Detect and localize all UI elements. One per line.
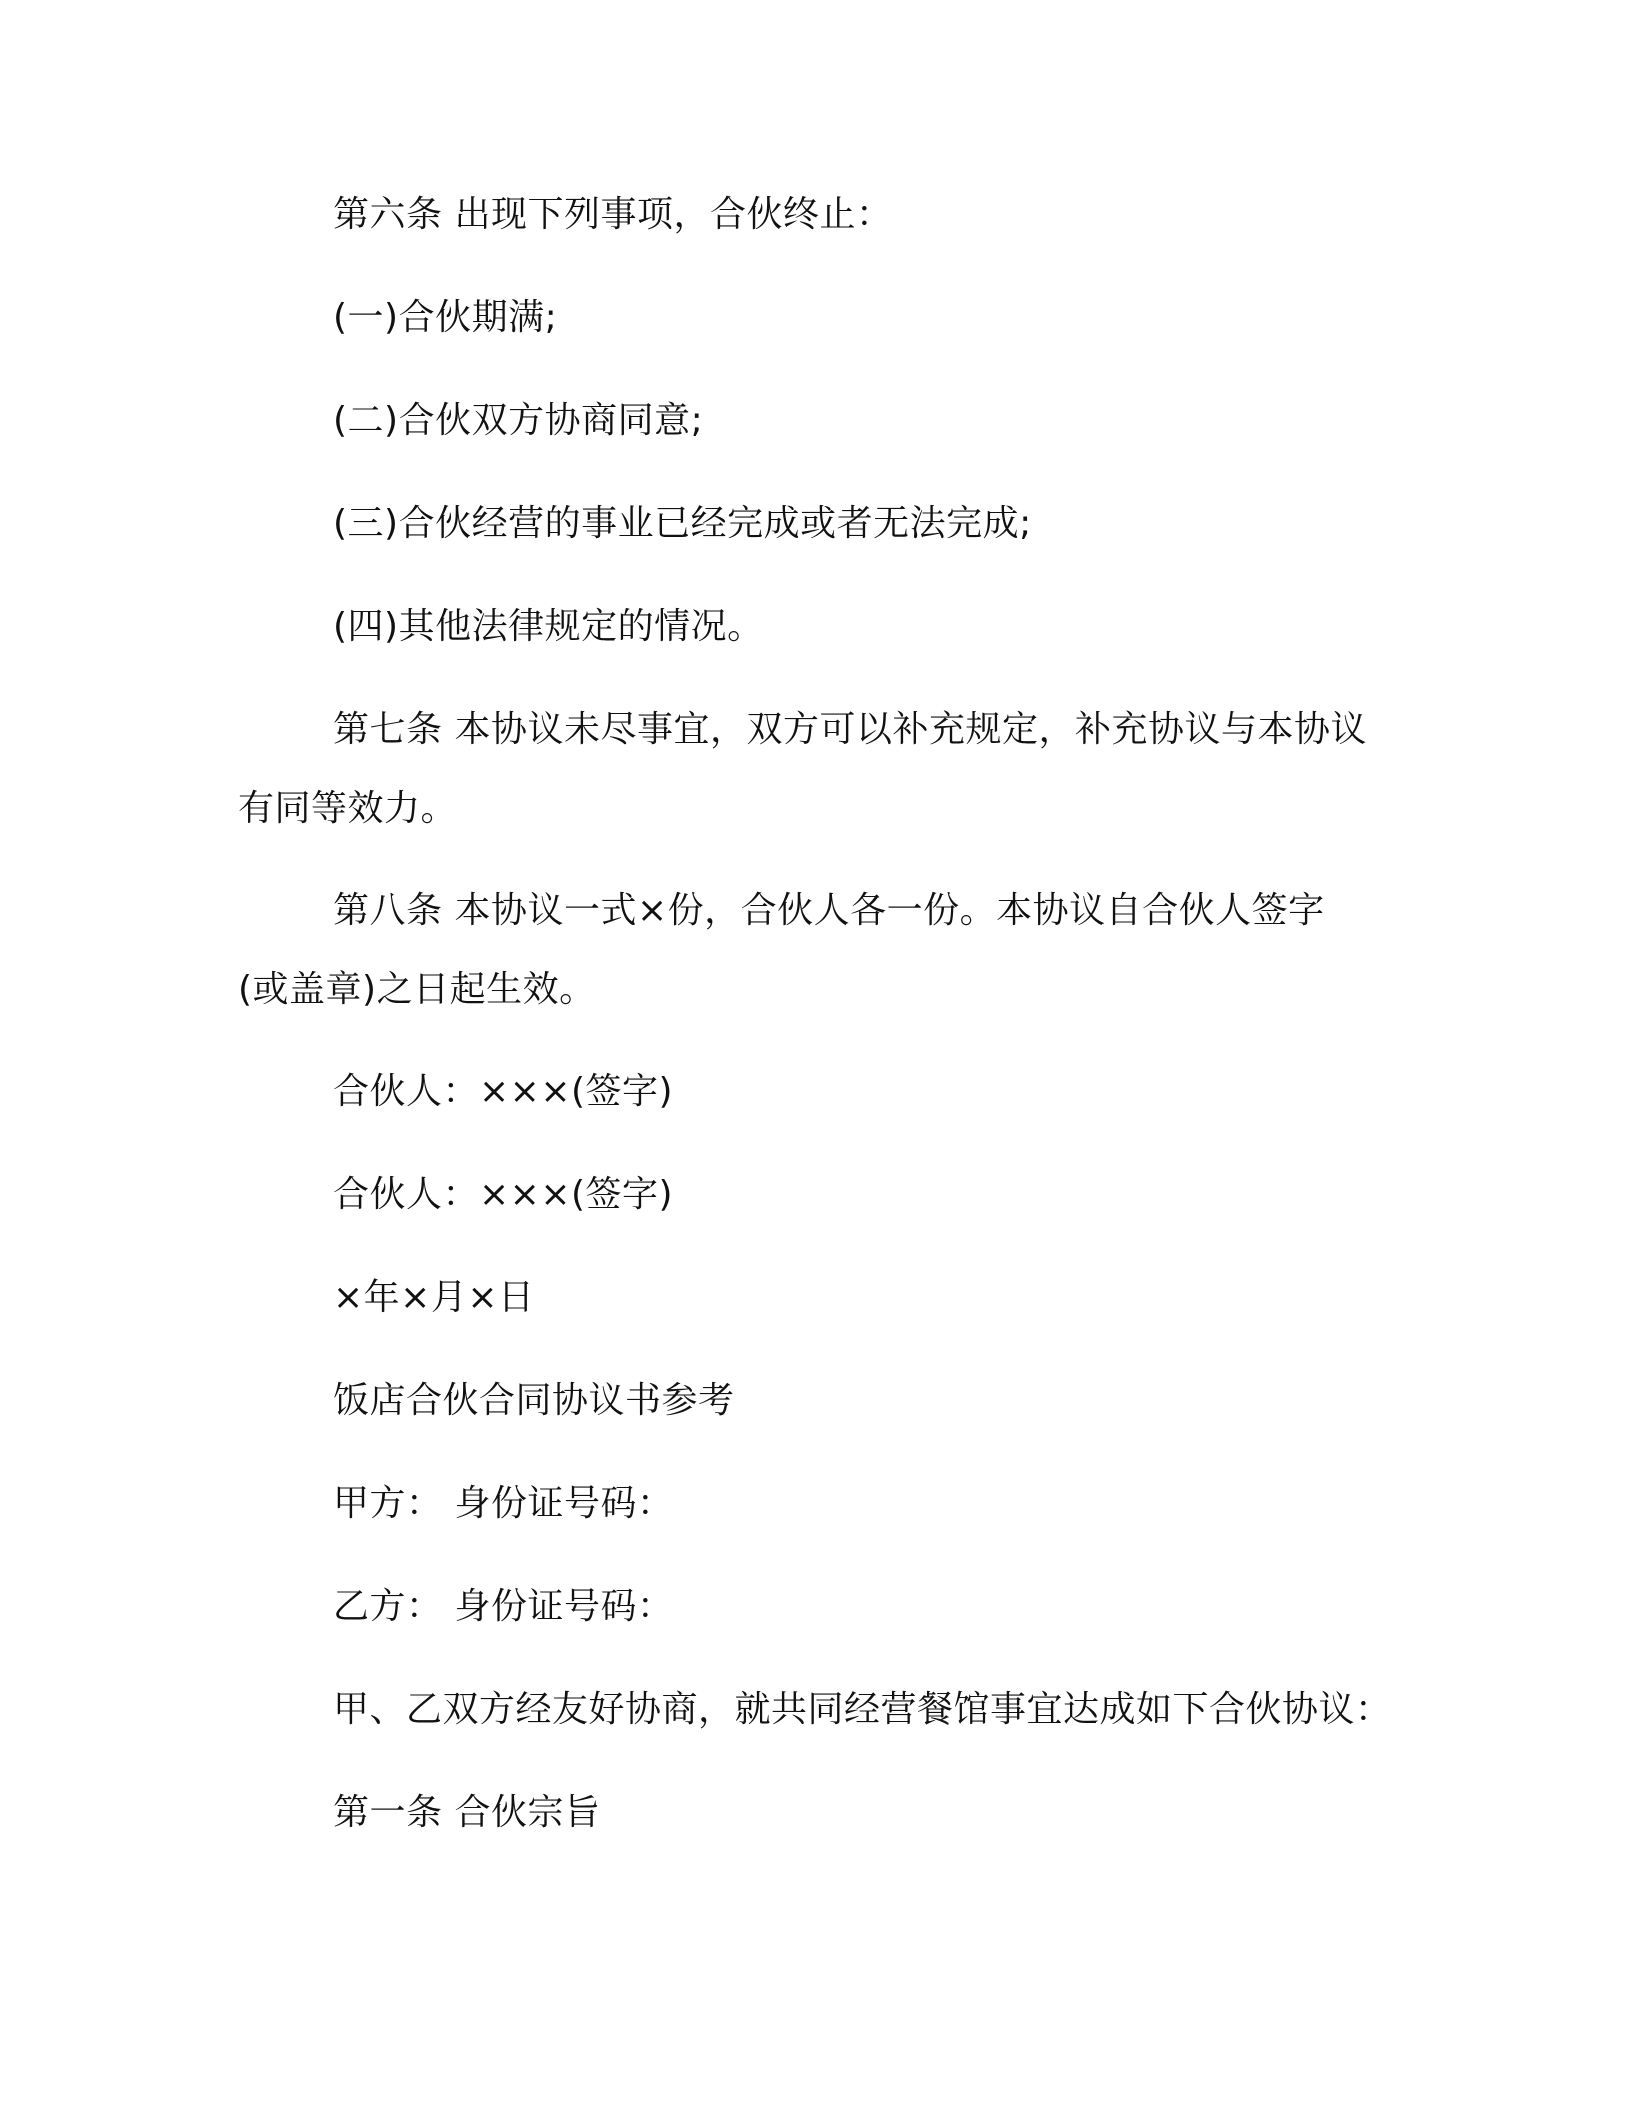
party-b-line: 乙方： 身份证号码： [333, 1586, 674, 1627]
article-7-line-2: 有同等效力。 [238, 788, 458, 829]
article-6-item-4: (四)其他法律规定的情况。 [333, 606, 764, 647]
partner-signature-2: 合伙人：×××(签字) [333, 1174, 674, 1215]
article-8-line-2: (或盖章)之日起生效。 [238, 969, 596, 1010]
agreement-preamble: 甲、乙双方经友好协商，就共同经营餐馆事宜达成如下合伙协议： [333, 1689, 1392, 1730]
party-a-line: 甲方： 身份证号码： [333, 1483, 674, 1524]
article-6-item-2: (二)合伙双方协商同意; [333, 400, 704, 441]
signing-date: ×年×月×日 [333, 1277, 535, 1318]
article-6-item-3: (三)合伙经营的事业已经完成或者无法完成; [333, 503, 1032, 544]
partner-signature-1: 合伙人：×××(签字) [333, 1071, 674, 1112]
article-6-heading: 第六条 出现下列事项，合伙终止： [333, 194, 893, 235]
article-6-item-1: (一)合伙期满; [333, 297, 558, 338]
section-title: 饭店合伙合同协议书参考 [333, 1380, 735, 1421]
article-1-heading: 第一条 合伙宗旨 [333, 1792, 601, 1833]
article-7-line-1: 第七条 本协议未尽事宜，双方可以补充规定，补充协议与本协议 [333, 709, 1367, 750]
article-8-line-1: 第八条 本协议一式×份，合伙人各一份。本协议自合伙人签字 [333, 890, 1325, 931]
